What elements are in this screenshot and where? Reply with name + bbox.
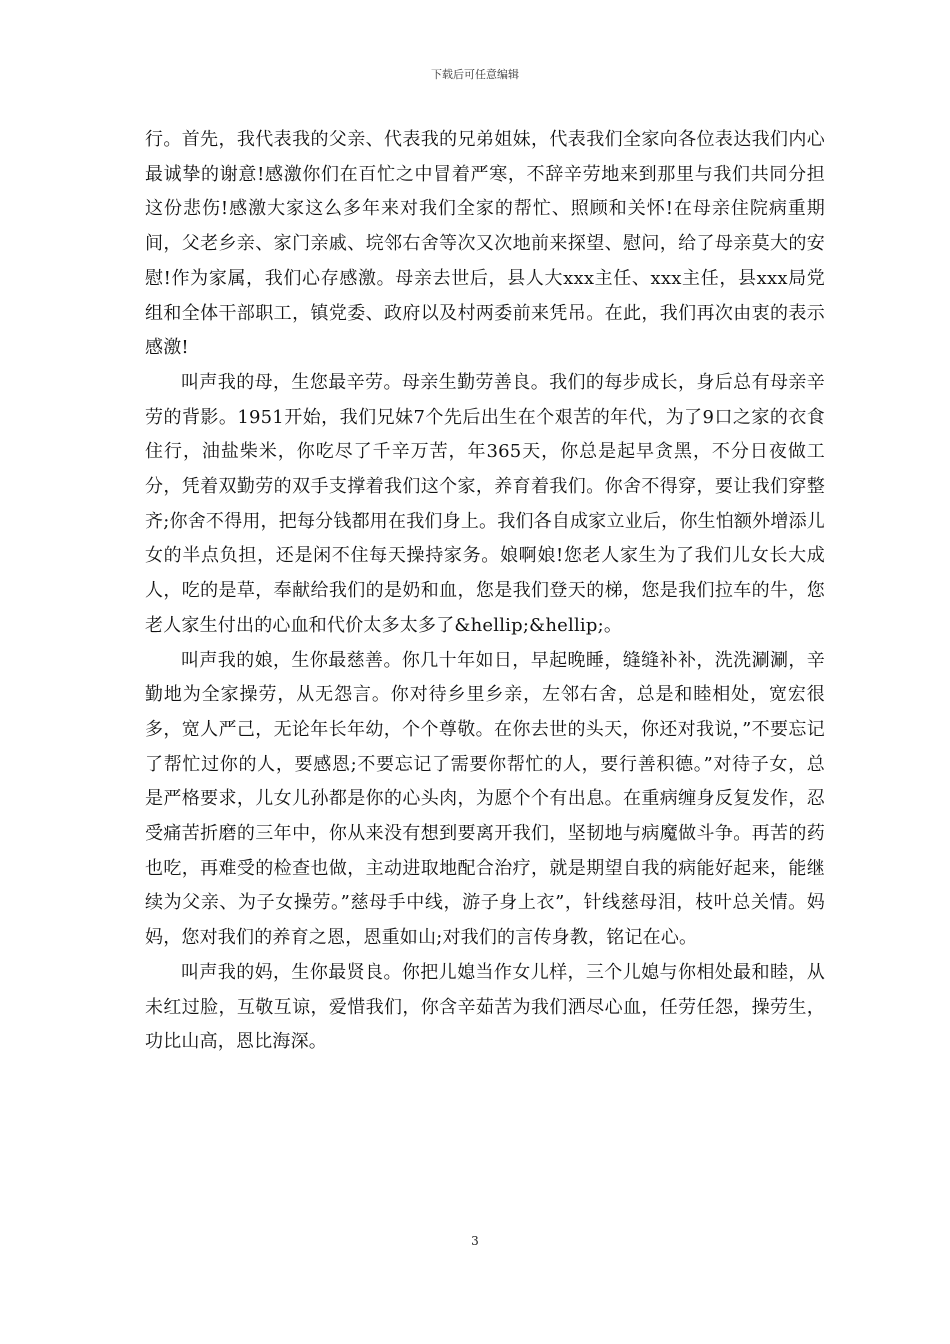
paragraph-mother-diligence: 叫声我的母，生您最辛劳。母亲生勤劳善良。我们的每步成长，身后总有母亲辛劳的背影。1951开始，我们兄妹7个先后出生在个艰苦的年代，为了9口之家的衣食住行，油盐柴米，你吃尽了千辛万苦，年365天，你总是起早贪黑，不分日夜做工分，凭着双勤劳的双手支撑着我们这个家，养育着我们。你舍不得穿，要让我们穿整齐;你舍不得用，把每分钱都用在我们身上。我们各自成家立业后，你生怕额外增添儿女的半点负担，还是闲不住每天操持家务。娘啊娘!您老人家生为了我们儿女长大成人，吃的是草，奉献给我们的是奶和血，您是我们登天的梯，您是我们拉车的牛，您老人家生付出的心血和代价太多太多了&hellip;&hellip;。 [145, 371, 825, 636]
paragraph-mother-virtue: 叫声我的妈，生你最贤良。你把儿媳当作女儿样，三个儿媳与你相处最和睦，从未红过脸，互敬互谅，爱惜我们，你含辛茹苦为我们洒尽心血，任劳任怨，操劳生，功比山高，恩比海深。 [145, 961, 825, 1053]
page-number: 3 [471, 1234, 479, 1248]
paragraph-mother-kindness: 叫声我的娘，生你最慈善。你几十年如日，早起晚睡，缝缝补补，洗洗涮涮，辛勤地为全家操劳，从无怨言。你对待乡里乡亲，左邻右舍，总是和睦相处，宽宏很多，宽人严己，无论年长年幼，个个尊敬。在你去世的头天，你还对我说，”不要忘记了帮忙过你的人，要感恩;不要忘记了需要你帮忙的人，要行善积德。”对待子女，总是严格要求，儿女儿孙都是你的心头肉，为愿个个有出息。在重病缠身反复发作，忍受痛苦折磨的三年中，你从来没有想到要离开我们，坚韧地与病魔做斗争。再苦的药也吃，再难受的检查也做，主动进取地配合治疗，就是期望自我的病能好起来，能继续为父亲、为子女操劳。”慈母手中线，游子身上衣”，针线慈母泪，枝叶总关情。妈妈，您对我们的养育之恩，恩重如山;对我们的言传身教，铭记在心。 [145, 649, 825, 949]
document-body [145, 123, 825, 1060]
paragraph-gratitude: 行。首先，我代表我的父亲、代表我的兄弟姐妹，代表我们全家向各位表达我们内心最诚挚的谢意!感激你们在百忙之中冒着严寒，不辞辛劳地来到那里与我们共同分担这份悲伤!感激大家这么多年来对我们全家的帮忙、照顾和关怀!在母亲住院病重期间，父老乡亲、家门亲戚、垸邻右舍等次又次地前来探望、慰问，给了母亲莫大的安慰!作为家属，我们心存感激。母亲去世后，县人大xxx主任、xxx主任，县xxx局党组和全体干部职工，镇党委、政府以及村两委前来凭吊。在此，我们再次由衷的表示感激! [145, 129, 825, 359]
page-header-note: 下载后可任意编辑 [431, 68, 519, 81]
